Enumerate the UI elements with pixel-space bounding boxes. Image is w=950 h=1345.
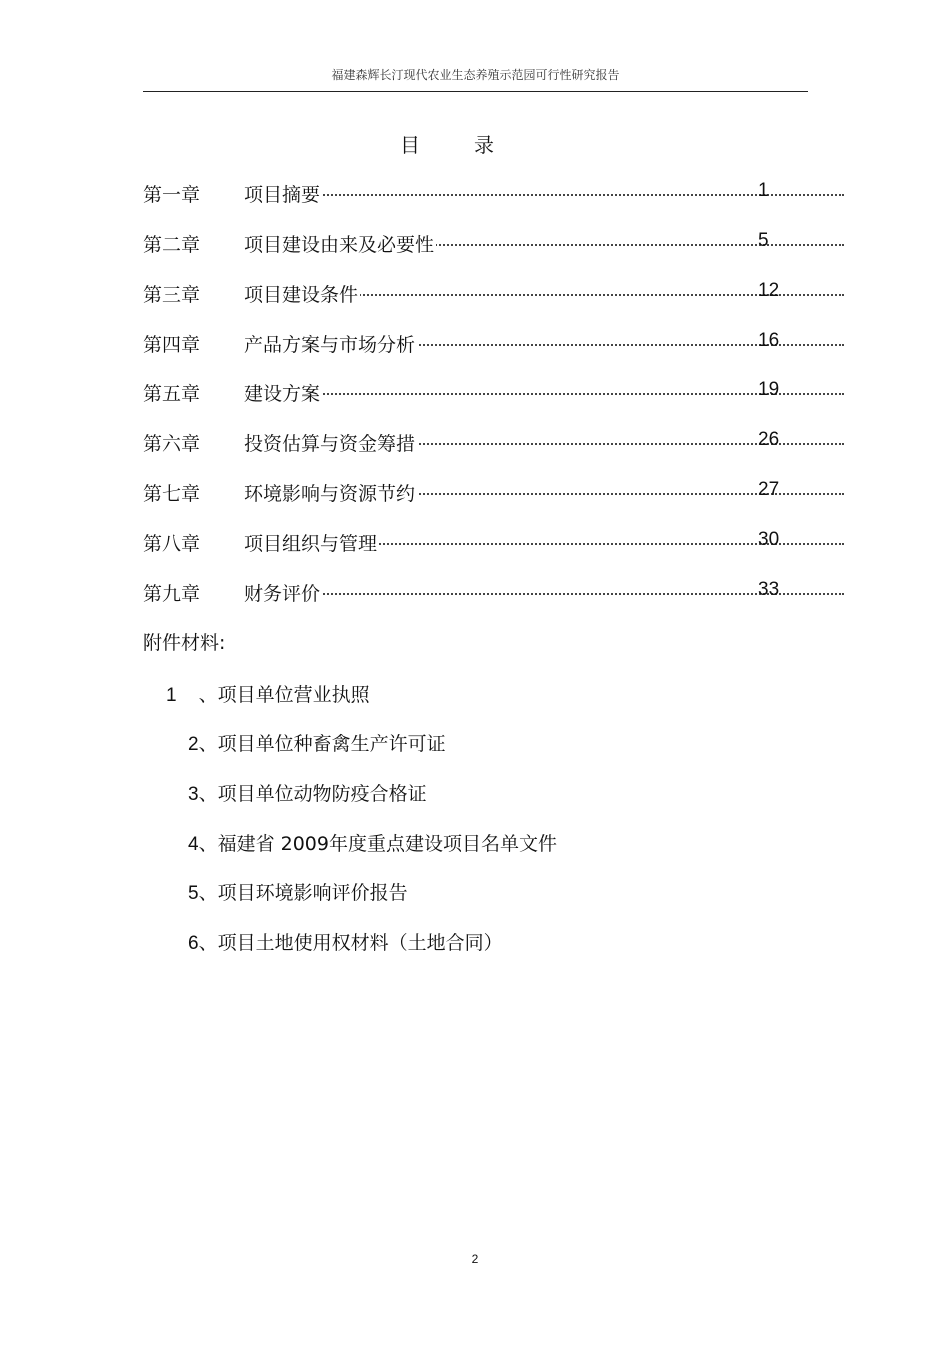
toc-title-part2: 录 — [474, 133, 494, 157]
header-rule — [143, 91, 808, 92]
toc-entry[interactable] — [143, 280, 808, 310]
toc-page-number: 1 — [758, 180, 769, 201]
attachment-text: 项目单位种畜禽生产许可证 — [217, 733, 446, 755]
toc-chapter: 第六章 — [143, 433, 201, 455]
toc-entry-title: 项目组织与管理 — [244, 533, 378, 555]
toc-entry-title: 项目建设条件 — [244, 284, 359, 306]
attachment-number: 1 — [166, 685, 177, 706]
toc-page-number: 33 — [758, 579, 780, 600]
toc-chapter: 第九章 — [143, 583, 201, 605]
toc-entry[interactable] — [143, 529, 808, 559]
toc-entry[interactable] — [143, 180, 808, 210]
attachment-number: 2 — [188, 734, 199, 755]
attachment-text: 项目单位营业执照 — [217, 684, 370, 706]
attachment-item — [188, 729, 446, 756]
toc-chapter: 第七章 — [143, 483, 201, 505]
toc-page-number: 5 — [758, 230, 769, 251]
attachment-text: 项目土地使用权材料（土地合同） — [217, 932, 503, 954]
page-number: 2 — [471, 1252, 479, 1266]
attachment-number: 3 — [188, 784, 199, 805]
toc-title-part1: 目 — [400, 133, 420, 157]
attachment-text: 福建省 2009年度重点建设项目名单文件 — [217, 833, 557, 855]
attachment-number: 4 — [188, 834, 199, 855]
toc-entry[interactable] — [143, 330, 808, 360]
toc-entry[interactable] — [143, 379, 808, 409]
attachment-item — [188, 928, 503, 955]
attachment-separator: 、 — [198, 932, 218, 954]
attachment-separator: 、 — [198, 684, 218, 706]
toc-entry-title: 项目摘要 — [244, 184, 321, 206]
attachment-separator: 、 — [198, 783, 218, 805]
toc-entry-title: 环境影响与资源节约 — [244, 483, 416, 505]
attachment-separator: 、 — [198, 833, 218, 855]
toc-chapter: 第三章 — [143, 284, 201, 306]
toc-page-number: 12 — [758, 280, 780, 301]
toc-page-number: 26 — [758, 429, 780, 450]
toc-title — [400, 129, 494, 158]
toc-entry[interactable] — [143, 429, 808, 459]
toc-entry[interactable] — [143, 479, 808, 509]
attachment-number: 5 — [188, 883, 199, 904]
toc-chapter: 第二章 — [143, 234, 201, 256]
attachment-item — [188, 878, 408, 905]
toc-entry-title: 投资估算与资金筹措 — [244, 433, 416, 455]
toc-page-number: 30 — [758, 529, 780, 550]
toc-page-number: 27 — [758, 479, 780, 500]
toc-entry-title: 项目建设由来及必要性 — [244, 234, 435, 256]
toc-chapter: 第五章 — [143, 383, 201, 405]
toc-entry-title: 建设方案 — [244, 383, 321, 405]
attachment-item — [188, 829, 557, 856]
toc-entry[interactable] — [143, 579, 808, 609]
running-header: 福建森辉长汀现代农业生态养殖示范园可行性研究报告 — [331, 68, 620, 82]
toc-entry[interactable] — [143, 230, 808, 260]
toc-chapter: 第一章 — [143, 184, 201, 206]
toc-entry-title: 财务评价 — [244, 583, 321, 605]
attachment-number: 6 — [188, 933, 199, 954]
attachments-heading: 附件材料: — [143, 632, 226, 654]
attachment-separator: 、 — [198, 882, 218, 904]
toc-chapter: 第八章 — [143, 533, 201, 555]
toc-entry-title: 产品方案与市场分析 — [244, 334, 416, 356]
toc-page-number: 19 — [758, 379, 780, 400]
attachment-separator: 、 — [198, 733, 218, 755]
attachment-text: 项目环境影响评价报告 — [217, 882, 408, 904]
toc-chapter: 第四章 — [143, 334, 201, 356]
attachment-item — [166, 680, 370, 707]
attachment-item — [188, 779, 427, 806]
toc-page-number: 16 — [758, 330, 780, 351]
attachment-text: 项目单位动物防疫合格证 — [217, 783, 427, 805]
